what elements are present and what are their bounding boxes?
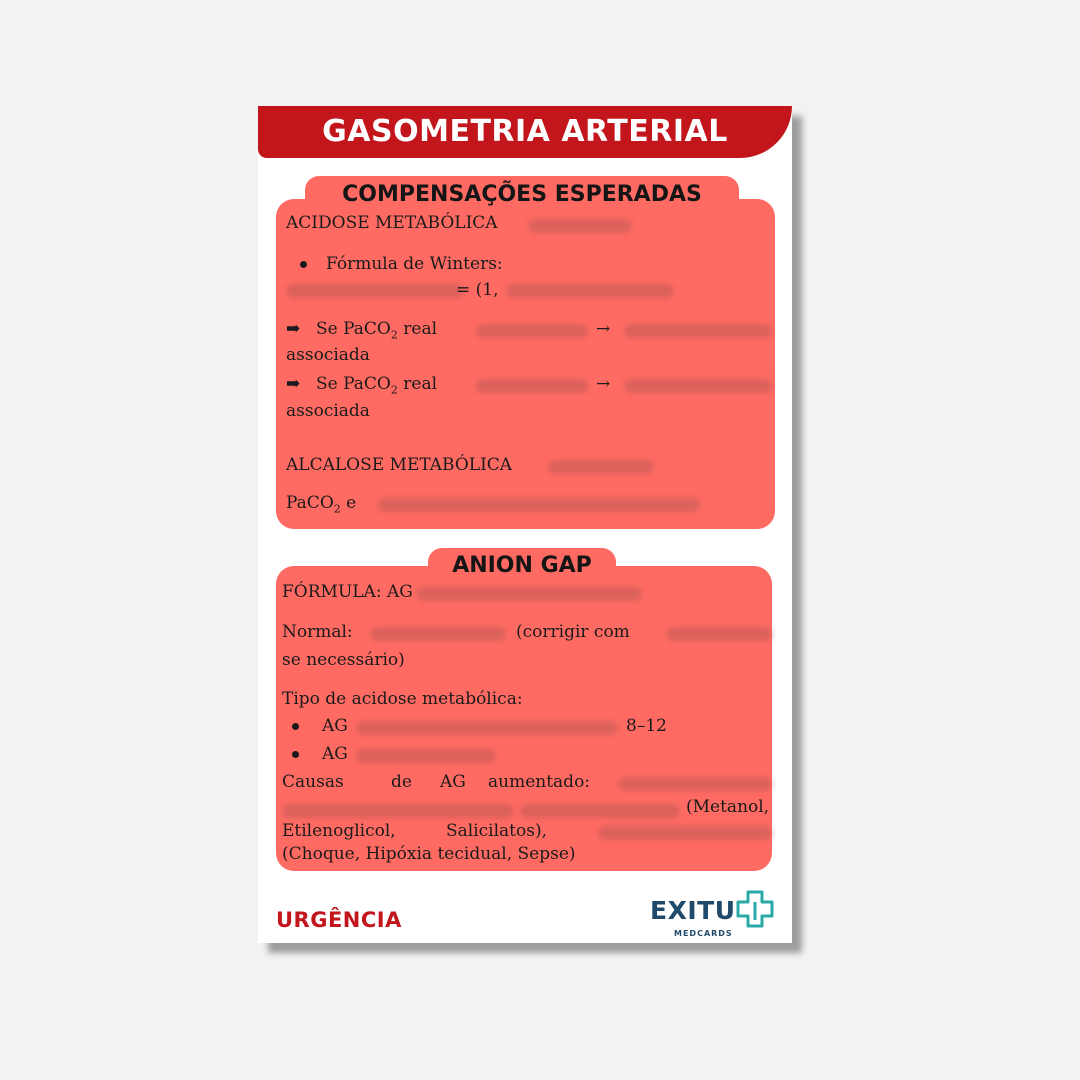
associada-1: associada: [286, 345, 370, 365]
redacted-text: [528, 219, 632, 233]
paco2-real-label-2: Se PaCO$_2$ real: [316, 374, 438, 397]
redacted-text: [370, 627, 506, 641]
anion-gap-heading: ANION GAP: [428, 548, 616, 582]
ag-item-1-label: AG: [322, 716, 348, 736]
redacted-text: [618, 777, 772, 791]
causas-line-2: (Metanol,: [686, 797, 770, 817]
redacted-text: [286, 284, 464, 298]
causas-line-3b: Salicilatos),: [446, 821, 548, 841]
ag-item-1-range: 8–12: [626, 716, 667, 736]
redacted-text: [548, 460, 654, 474]
causas-word-2: de: [391, 772, 412, 792]
anion-gap-formula-label: FÓRMULA: AG: [282, 582, 413, 602]
winters-label: Fórmula de Winters:: [326, 254, 503, 274]
normal-note-cont: se necessário): [282, 650, 405, 670]
normal-label: Normal:: [282, 622, 353, 642]
specialty-label: URGÊNCIA: [276, 908, 402, 932]
paco2-esperado-label: PaCO$_2$ e: [286, 493, 357, 516]
arrow-icon: →: [596, 374, 611, 394]
ag-item-2-label: AG: [322, 744, 348, 764]
arrow-right-icon: ➡: [286, 374, 301, 394]
bullet-icon: [292, 751, 299, 758]
redacted-text: [624, 379, 772, 393]
normal-note: (corrigir com: [516, 622, 630, 642]
compensations-heading: COMPENSAÇÕES ESPERADAS: [305, 176, 739, 212]
bullet-icon: [300, 261, 307, 268]
causas-line-3a: Etilenoglicol,: [282, 821, 396, 841]
card-title: GASOMETRIA ARTERIAL: [322, 114, 728, 149]
bullet-icon: [292, 723, 299, 730]
winters-formula-visible: = (1,: [456, 280, 499, 300]
redacted-text: [476, 379, 588, 393]
arrow-icon: →: [596, 319, 611, 339]
redacted-text: [506, 284, 674, 298]
causas-word-4: aumentado:: [488, 772, 591, 792]
redacted-text: [356, 749, 496, 763]
brand-logo: EXITU: [650, 896, 736, 925]
redacted-text: [282, 804, 514, 818]
causas-line-4: (Choque, Hipóxia tecidual, Sepse): [282, 844, 576, 864]
redacted-text: [416, 587, 642, 601]
redacted-text: [378, 498, 700, 512]
redacted-text: [624, 324, 772, 338]
causas-word-3: AG: [440, 772, 466, 792]
arrow-right-icon: ➡: [286, 319, 301, 339]
brand-tagline: MEDCARDS: [674, 929, 733, 938]
redacted-text: [356, 721, 618, 735]
redacted-text: [520, 804, 680, 818]
causas-word-1: Causas: [282, 772, 344, 792]
redacted-text: [598, 826, 772, 840]
tipo-acidose-label: Tipo de acidose metabólica:: [282, 689, 523, 709]
flashcard: [258, 106, 792, 943]
redacted-text: [476, 324, 588, 338]
paco2-real-label-1: Se PaCO$_2$ real: [316, 319, 438, 342]
associada-2: associada: [286, 401, 370, 421]
alcalose-title: ALCALOSE METABÓLICA: [286, 455, 513, 475]
medical-cross-icon: [736, 890, 774, 932]
redacted-text: [666, 627, 772, 641]
acidose-title: ACIDOSE METABÓLICA: [286, 213, 498, 233]
